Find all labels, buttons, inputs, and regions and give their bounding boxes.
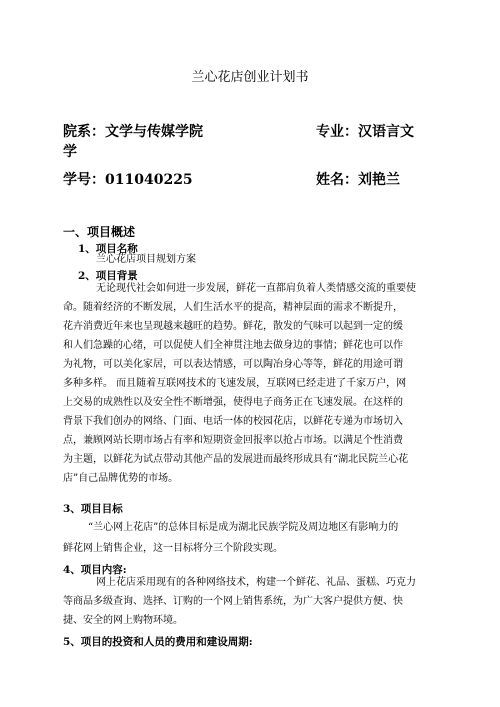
goals-paragraph-line: “兰心网上花店”的总体目标是成为湖北民族学院及周边地区有影响力的: [88, 522, 399, 533]
major-field: 专业：汉语言文: [316, 124, 414, 140]
background-paragraph-line: 店”自己品牌优势的市场。: [63, 473, 179, 484]
section-heading-overview: 一、项目概述: [63, 225, 136, 239]
background-paragraph-line: 花卉消费近年来也呈现越来越旺的趋势。鲜花，散发的气味可以起到一定的缓: [63, 321, 403, 332]
department-field: 院系：文学与传媒学院: [63, 124, 203, 140]
subheading-project-name: 1、项目名称: [78, 243, 138, 255]
project-name-text: 兰心花店项目规划方案: [96, 254, 196, 265]
content-paragraph-line: 网上花店采用现有的各种网络技术，构建一个鲜花、礼品、蛋糕、巧克力: [96, 577, 416, 588]
background-paragraph-line: 多种多样。 而且随着互联网技术的飞速发展，互联网已经走进了千家万户，网: [63, 378, 407, 389]
document-title: 兰心花店创业计划书: [191, 70, 309, 85]
subheading-investment-and-schedule: 5、项目的投资和人员的费用和建设周期:: [63, 636, 253, 648]
subheading-project-goals: 3、项目目标: [63, 503, 123, 515]
background-paragraph-line: 点，兼顾网站长期市场占有率和短期资金回报率以抢占市场。以满足个性消费: [63, 435, 403, 446]
major-field-wrap: 学: [63, 144, 77, 160]
background-paragraph-line: 命。随着经济的不断发展，人们生活水平的提高，精神层面的需求不断提升，: [63, 302, 403, 313]
content-paragraph-line: 等商品多级查询、选择、订购的一个网上销售系统，为广大客户提供方便、快: [63, 596, 403, 607]
background-paragraph-line: 无论现代社会如何进一步发展，鲜花一直都肩负着人类情感交流的重要使: [96, 283, 416, 294]
background-paragraph-line: 上交易的成熟性以及安全性不断增强，使得电子商务正在飞速发展。在这样的: [63, 397, 403, 408]
goals-paragraph-line: 鲜花网上销售企业，这一目标将分三个阶段实现。: [63, 543, 283, 554]
subheading-project-content: 4、项目内容:: [63, 564, 127, 576]
student-id-field: 学号：011040225: [63, 172, 193, 188]
background-paragraph-line: 为礼物，可以美化家居，可以表达情感，可以陶冶身心等等，鲜花的用途可谓: [63, 359, 403, 370]
subheading-project-background: 2、项目背景: [78, 270, 138, 282]
background-paragraph-line: 为主题，以鲜花为试点带动其他产品的发展进而最终形成具有“湖北民院兰心花: [63, 454, 409, 465]
background-paragraph-line: 和人们急躁的心绪，可以促使人们全神贯注地去做身边的事情；鲜花也可以作: [63, 340, 403, 351]
name-field: 姓名：刘艳兰: [316, 172, 400, 188]
content-paragraph-line: 捷、安全的网上购物环境。: [63, 615, 183, 626]
background-paragraph-line: 背景下我们创办的网络、门面、电话一体的校园花店，以鲜花专递为市场切入: [63, 416, 403, 427]
